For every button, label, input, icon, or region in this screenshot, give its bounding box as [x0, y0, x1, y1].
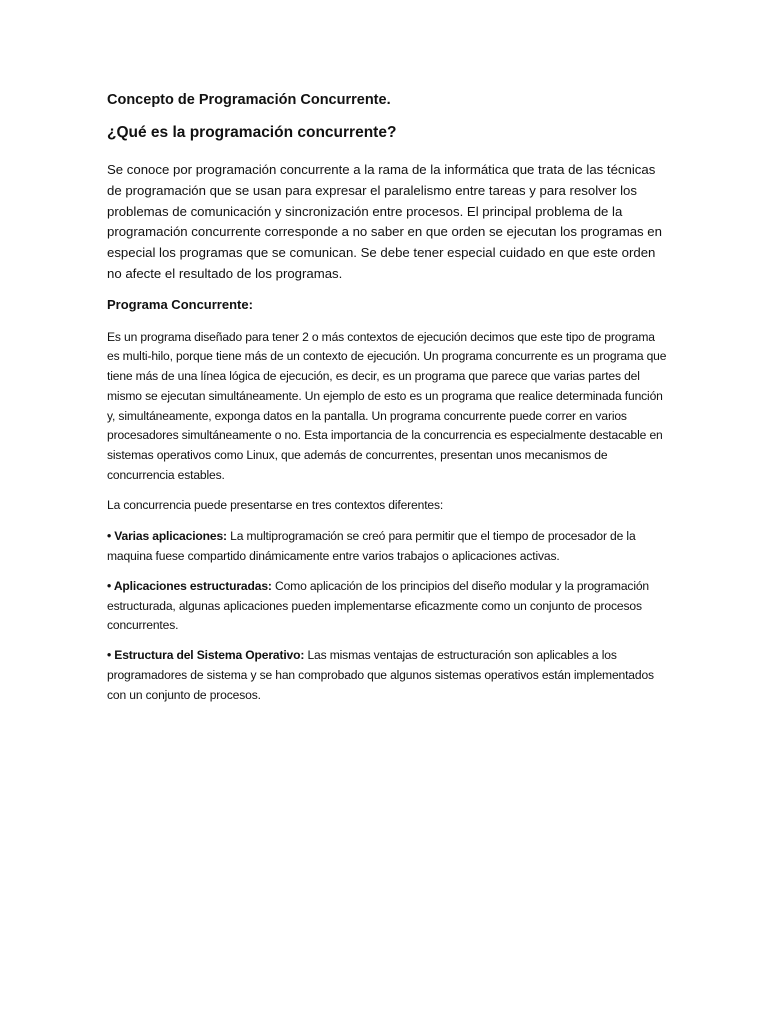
document-title: Concepto de Programación Concurrente. [107, 92, 391, 108]
bullet-text: La multiprogramación se creó para permitir que el tiempo de procesador de la maquina fuese compartido dinámicamente entre varios trabajos o aplicaciones activas. [107, 529, 636, 563]
bullet-lead: • Aplicaciones estructuradas: [107, 578, 272, 593]
bullet-lead: • Varias aplicaciones: [107, 529, 227, 544]
bullet-item [107, 577, 667, 636]
bullet-text: Como aplicación de los principios del diseño modular y la programación estructurada, algunas aplicaciones pueden implementarse eficazmente como un conjunto de procesos concurrentes. [107, 578, 650, 633]
section-heading: Programa Concurrente: [107, 296, 253, 312]
bullet-item [107, 646, 667, 705]
bullet-text: Las mismas ventajas de estructuración son aplicables a los programadores de sistema y se han comprobado que algunos sistemas operativos están implementados con un conjunto de procesos. [107, 648, 654, 702]
document-content [107, 90, 667, 715]
section-paragraph: Es un programa diseñado para tener 2 o más contextos de ejecución decimos que este tipo de programa es multi-hilo, porque tiene más de un contexto de ejecución. Un programa concurrente es un programa que tiene más de una línea lógica de ejecución, es decir, es un programa que parece que varias partes del mismo se ejecutan simultáneamente. Un ejemplo de esto es un programa que realice determinada función y, simultáneamente, exponga datos en la pantalla. Un programa concurrente puede correr en varios procesadores simultáneamente o no. Esta importancia de la concurrencia es especialmente destacable en sistemas operativos como Linux, que además de concurrentes, presentan unos mecanismos de concurrencia estables. [107, 329, 667, 482]
question-heading: ¿Qué es la programación concurrente? [107, 124, 397, 141]
bullet-item [107, 527, 667, 567]
intro-paragraph: Se conoce por programación concurrente a la rama de la informática que trata de las técnicas de programación que se usan para expresar el paralelismo entre tareas y para resolver los problemas de comunicación y sincronización entre procesos. El principal problema de la programación concurrente corresponde a no saber en que orden se ejecutan los programas en especial los programas que se comunican. Se debe tener especial cuidado en que este orden no afecte el resultado de los programas. [107, 162, 662, 281]
bullet-lead: • Estructura del Sistema Operativo: [107, 648, 305, 663]
contexts-intro: La concurrencia puede presentarse en tres contextos diferentes: [107, 498, 444, 513]
